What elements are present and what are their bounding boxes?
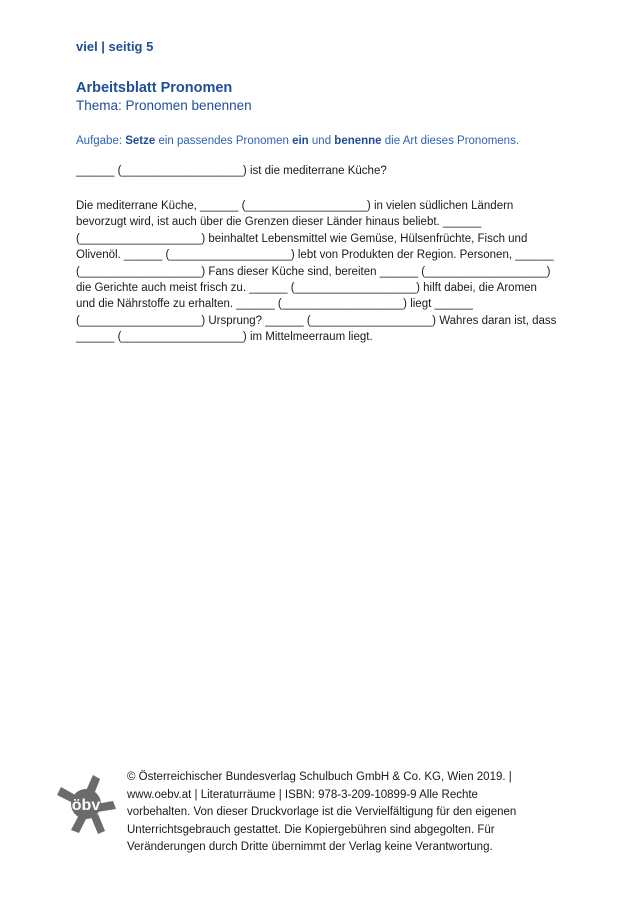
worksheet-subtitle: Thema: Pronomen benennen [76,98,252,113]
task-text-4: und [308,135,335,147]
footer-line: Unterrichtsgebrauch gestattet. Die Kopiergebühren sind abgegolten. Für [127,823,495,836]
task-instruction [76,135,519,147]
paragraph-line: bevorzugt wird, ist auch über die Grenzen dieser Länder hinaus beliebt. ______ [76,216,482,229]
footer-line: © Österreichischer Bundesverlag Schulbuch GmbH & Co. KG, Wien 2019. | [127,771,512,783]
task-keyword-benenne: benenne [334,135,382,147]
paragraph-line: die Gerichte auch meist frisch zu. ______ (___________________) hilft dabei, die Aromen [76,282,537,295]
paragraph-line: (___________________) Ursprung? ______ (___________________) Wahres daran ist, dass [76,314,557,327]
copyright-footer [127,769,547,857]
paragraph-line: (___________________) Fans dieser Küche sind, bereiten ______ (___________________) [76,265,551,278]
task-prefix: Aufgabe: [76,135,126,147]
task-text-6: die Art dieses Pronomens. [381,135,520,147]
logo-lettering: öbv [71,797,101,814]
footer-line: vorbehalten. Von dieser Druckvorlage ist die Vervielfältigung für den eigenen [127,806,517,818]
task-keyword-ein: ein [292,135,309,147]
task-keyword-setze: Setze [125,135,156,147]
paragraph-line: und die Nährstoffe zu erhalten. ______ (___________________) liegt ______ [76,298,473,311]
task-text-2: ein passendes Pronomen [155,135,293,147]
footer-line: www.oebv.at | Literaturräume | ISBN: 978-3-209-10899-9 Alle Rechte [127,788,478,801]
footer-line: Veränderungen durch Dritte übernimmt der Verlag keine Verantwortung. [127,841,493,853]
paragraph-line: Die mediterrane Küche, ______ (___________________) in vielen südlichen Ländern [76,200,514,212]
paragraph-line: (___________________) beinhaltet Lebensmittel wie Gemüse, Hülsenfrüchte, Fisch und [76,232,528,245]
publisher-logo-icon [55,773,117,835]
paragraph-line: Olivenöl. ______ (___________________) lebt von Produkten der Region. Personen, ______ [76,249,554,262]
paragraph-line: ______ (___________________) im Mittelmeerraum liegt. [76,331,373,344]
exercise-paragraph [76,198,566,346]
page-header: viel | seitig 5 [76,39,154,54]
exercise-first-sentence: ______ (___________________) ist die mediterrane Küche? [76,165,387,177]
worksheet-title: Arbeitsblatt Pronomen [76,80,233,96]
